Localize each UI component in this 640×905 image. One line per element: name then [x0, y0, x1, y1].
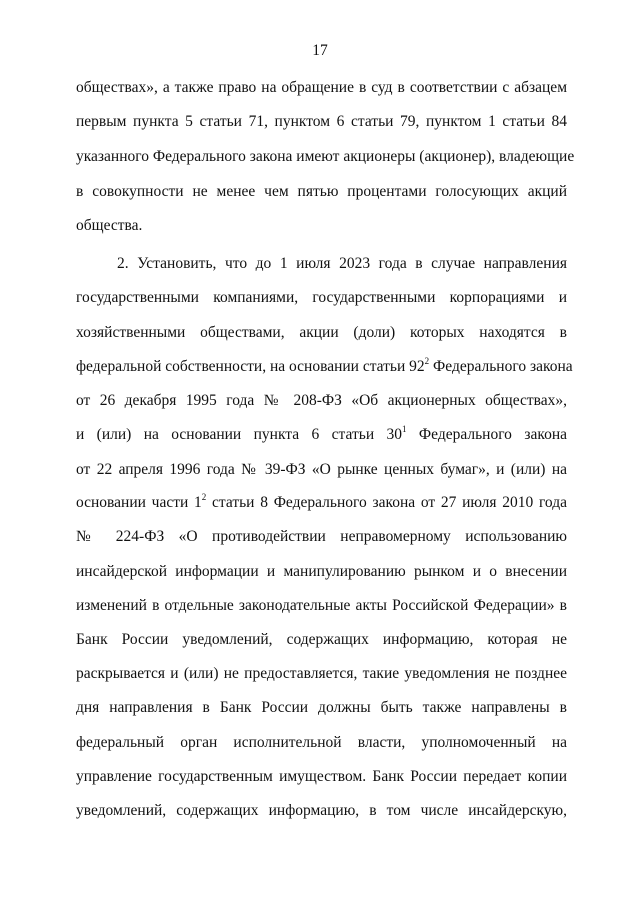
paragraph-2-line-4-tail: Федерального закона — [429, 358, 573, 375]
paragraph-1-line-4: в совокупности не менее чем пятью процентами голосующих акций — [76, 183, 567, 200]
paragraph-1-line-5: общества. — [76, 217, 143, 234]
paragraph-2-line-12: Банк России уведомлений, содержащих информацию, которая не — [76, 631, 567, 648]
paragraph-2-line-5: от 26 декабря 1995 года № 208-ФЗ «Об акционерных обществах», — [76, 392, 567, 409]
article-superscript: 1 — [402, 423, 407, 434]
paragraph-2-line-4-text: федеральной собственности, на основании статьи 92 — [76, 358, 425, 375]
paragraph-2-line-6-tail: Федерального закона — [406, 426, 567, 443]
page-number: 17 — [312, 42, 328, 59]
paragraph-2-line-3: хозяйственными обществами, акции (доли) которых находятся в — [76, 324, 567, 341]
paragraph-2-line-6 — [76, 423, 567, 447]
paragraph-2-line-16: управление государственным имуществом. Банк России передает копии — [76, 768, 567, 785]
paragraph-1-line-3: указанного Федерального закона имеют акционеры (акционер), владеющие — [76, 148, 575, 165]
paragraph-2-line-2: государственными компаниями, государственными корпорациями и — [76, 289, 567, 306]
paragraph-2-line-8-tail: статьи 8 Федерального закона от 27 июля 2010 года — [206, 494, 567, 511]
paragraph-1-line-2: первым пункта 5 статьи 71, пунктом 6 статьи 79, пунктом 1 статьи 84 — [76, 113, 567, 130]
paragraph-2-line-10: инсайдерской информации и манипулированию рынком и о внесении — [76, 563, 567, 580]
article-superscript: 2 — [424, 355, 430, 366]
paragraph-2-line-7: от 22 апреля 1996 года № 39-ФЗ «О рынке ценных бумаг», и (или) на — [76, 461, 567, 478]
paragraph-2-line-8 — [76, 491, 567, 515]
paragraph-2-line-8-text: основании части 1 — [76, 494, 202, 511]
paragraph-2-line-14: дня направления в Банк России должны быть также направлены в — [76, 699, 567, 716]
paragraph-2-line-17: уведомлений, содержащих информацию, в том числе инсайдерскую, — [76, 802, 567, 819]
paragraph-2-line-13: раскрывается и (или) не предоставляется, такие уведомления не позднее — [76, 665, 567, 682]
part-superscript: 2 — [201, 491, 207, 502]
paragraph-2-line-9: № 224-ФЗ «О противодействии неправомерному использованию — [76, 528, 567, 545]
paragraph-2-line-4 — [76, 355, 573, 379]
paragraph-1-line-1: обществах», а также право на обращение в суд в соответствии с абзацем — [76, 79, 567, 96]
paragraph-2-line-1: 2. Установить, что до 1 июля 2023 года в случае направления — [117, 255, 567, 272]
paragraph-2-line-11: изменений в отдельные законодательные акты Российской Федерации» в — [76, 597, 567, 614]
paragraph-2-line-6-text: и (или) на основании пункта 6 статьи 30 — [76, 426, 403, 443]
paragraph-2-line-15: федеральный орган исполнительной власти, уполномоченный на — [76, 734, 567, 751]
